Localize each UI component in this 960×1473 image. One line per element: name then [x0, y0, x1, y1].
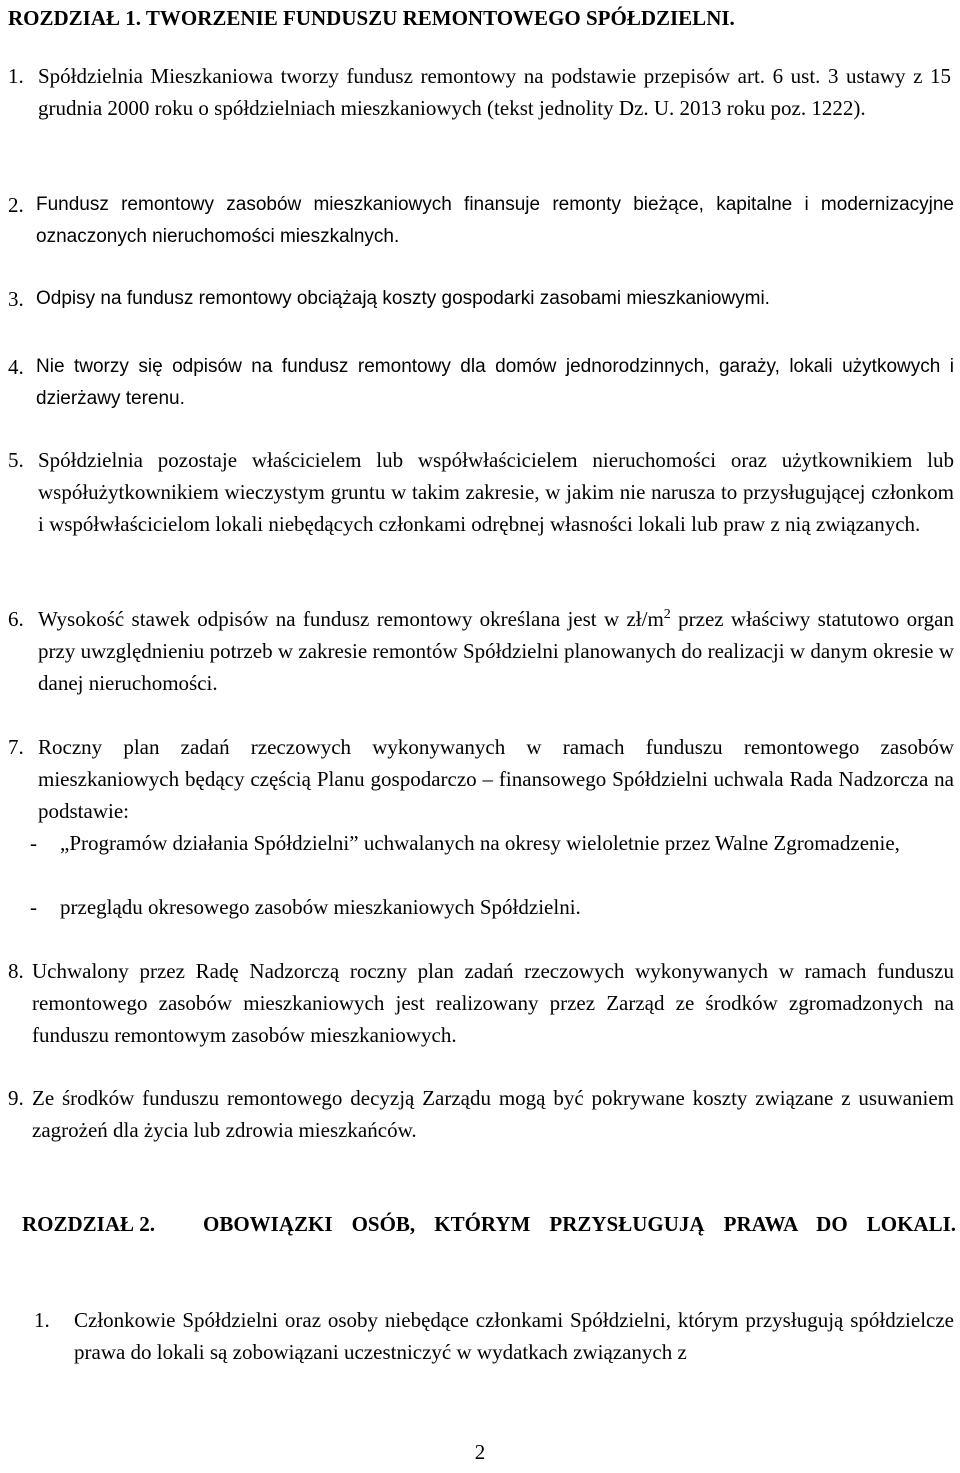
chapter-1-item-1 [8, 60, 951, 124]
item-text: Uchwalony przez Radę Nadzorczą roczny plan zadań rzeczowych wykonywanych w ramach funduszu remontowego zasobów mieszkaniowych jest realizowany przez Zarząd ze środków zgromadzonych na funduszu remontowym zasobów mieszkaniowych. [32, 959, 954, 1047]
item-number: 4. [8, 355, 24, 379]
item-text: Odpisy na fundusz remontowy obciążają koszty gospodarki zasobami mieszkaniowymi. [36, 288, 770, 309]
item-number: 5. [8, 448, 24, 472]
item-text: Spółdzielnia pozostaje właścicielem lub współwłaścicielem nieruchomości oraz użytkownikiem lub współużytkownikiem wieczystym gruntu w takim zakresie, w jakim nie narusza to przysługującej członkom i współwłaścicielom lokali niebędących członkami odrębnej własności lokali lub praw z nią związanych. [38, 448, 954, 536]
bullet-dash: - [30, 831, 37, 855]
chapter-1-heading: ROZDZIAŁ 1. TWORZENIE FUNDUSZU REMONTOWEGO SPÓŁDZIELNI. [8, 6, 735, 30]
page-number: 2 [474, 1440, 486, 1464]
item-number: 9. [8, 1086, 24, 1110]
item-text: Ze środków funduszu remontowego decyzją Zarządu mogą być pokrywane koszty związane z usuwaniem zagrożeń dla życia lub zdrowia mieszkańców. [32, 1086, 954, 1142]
chapter-1-item-6 [8, 603, 954, 699]
chapter-1-item-7-bullet-1 [30, 827, 954, 859]
chapter-1-item-5 [8, 444, 954, 540]
bullet-text: przeglądu okresowego zasobów mieszkaniowych Spółdzielni. [60, 895, 581, 919]
item-number: 3. [8, 287, 24, 311]
item-number: 7. [8, 735, 24, 759]
item-text-part: Wysokość stawek odpisów na fundusz remontowy określana jest w zł/m [38, 607, 664, 631]
item-text: Fundusz remontowy zasobów mieszkaniowych finansuje remonty bieżące, kapitalne i modernizacyjne oznaczonych nieruchomości mieszkalnych. [36, 194, 954, 247]
item-text: Członkowie Spółdzielni oraz osoby niebędące członkami Spółdzielni, którym przysługują spółdzielcze prawa do lokali są zobowiązani uczestniczyć w wydatkach związanych z [74, 1308, 954, 1364]
item-number: 8. [8, 959, 24, 983]
bullet-text: „Programów działania Spółdzielni” uchwalanych na okresy wieloletnie przez Walne Zgromadzenie, [60, 831, 900, 855]
item-text-part: przez właściwy statutowo organ przy uwzględnieniu potrzeb w zakresie remontów Spółdzielni planowanych do realizacji w danym okresie w danej nieruchomości. [38, 607, 954, 695]
chapter-1-item-2 [8, 189, 954, 253]
item-text: Spółdzielnia Mieszkaniowa tworzy fundusz remontowy na podstawie przepisów art. 6 ust. 3 ustawy z 15 grudnia 2000 roku o spółdzielniach mieszkaniowych (tekst jednolity Dz. U. 2013 roku poz. 1222). [38, 64, 951, 120]
chapter-2-heading-label: ROZDZIAŁ 2. [22, 1212, 156, 1236]
chapter-1-item-4 [8, 351, 954, 415]
item-text [8, 603, 954, 699]
item-number: 6. [8, 607, 24, 631]
item-text: Roczny plan zadań rzeczowych wykonywanych w ramach funduszu remontowego zasobów mieszkaniowych będący częścią Planu gospodarczo – finansowego Spółdzielni uchwala Rada Nadzorcza na podstawie: [38, 735, 954, 823]
item-number: 1. [34, 1308, 50, 1332]
chapter-1-item-7-bullet-2 [30, 891, 954, 923]
item-number: 1. [8, 64, 24, 88]
chapter-2-item-1 [34, 1304, 954, 1368]
chapter-2-heading-title: OBOWIĄZKI OSÓB, KTÓRYM PRZYSŁUGUJĄ PRAWA DO LOKALI. [203, 1212, 956, 1236]
item-text: Nie tworzy się odpisów na fundusz remontowy dla domów jednorodzinnych, garaży, lokali użytkowych i dzierżawy terenu. [36, 356, 954, 409]
chapter-1-item-9 [8, 1082, 954, 1146]
bullet-dash: - [30, 895, 37, 919]
superscript: 2 [663, 607, 671, 622]
chapter-1-item-8 [8, 955, 954, 1051]
chapter-1-item-3 [8, 283, 954, 315]
chapter-1-item-7 [8, 731, 954, 827]
item-number: 2. [8, 193, 24, 217]
